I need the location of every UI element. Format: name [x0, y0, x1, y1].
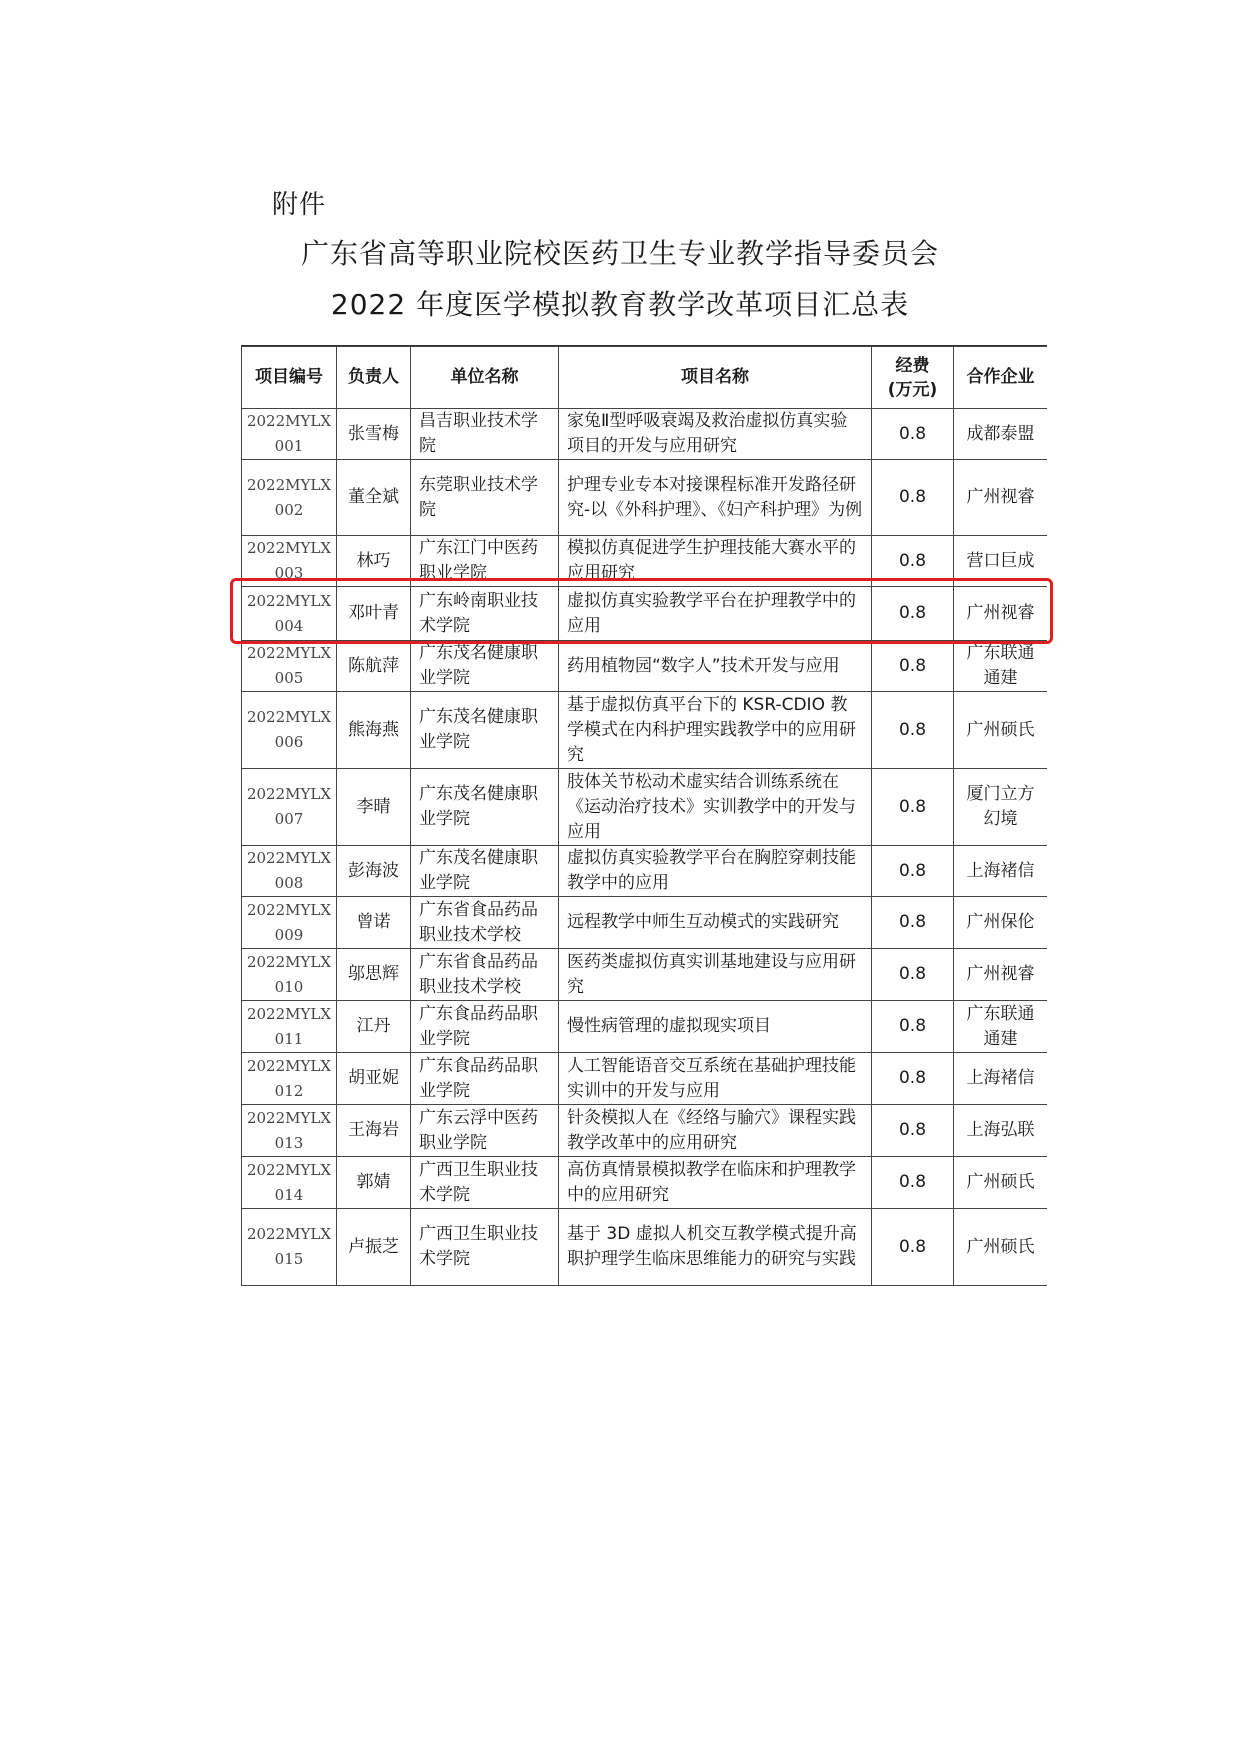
cell-project-name: 高仿真情景模拟教学在临床和护理教学中的应用研究	[559, 1157, 872, 1209]
cell-unit: 广西卫生职业技术学院	[411, 1157, 559, 1209]
cell-company: 广州硕氏	[954, 1209, 1048, 1286]
header-project: 项目名称	[559, 347, 872, 409]
cell-fund: 0.8	[872, 1053, 954, 1105]
project-summary-table	[241, 346, 1047, 1286]
cell-project-code	[242, 769, 337, 846]
project-code-prefix: 2022MYLX	[246, 900, 332, 919]
cell-project-name: 针灸模拟人在《经络与腧穴》课程实践教学改革中的应用研究	[559, 1105, 872, 1157]
project-code-prefix: 2022MYLX	[246, 644, 332, 662]
document-title-line1: 广东省高等职业院校医药卫生专业教学指导委员会	[300, 237, 939, 270]
table-row	[242, 460, 1048, 536]
cell-company: 上海褚信	[954, 846, 1048, 897]
header-person: 负责人	[337, 347, 411, 409]
table-row	[242, 1209, 1048, 1286]
cell-project-name: 虚拟仿真实验教学平台在胸腔穿刺技能教学中的应用	[559, 846, 872, 897]
table-row	[242, 949, 1048, 1001]
cell-fund: 0.8	[872, 692, 954, 769]
project-code-prefix: 2022MYLX	[246, 708, 332, 726]
project-code-prefix: 2022MYLX	[246, 475, 332, 494]
cell-person: 林巧	[337, 536, 411, 587]
cell-person: 卢振芝	[337, 1209, 411, 1286]
cell-unit: 东莞职业技术学院	[411, 460, 559, 536]
table-row	[242, 641, 1048, 692]
cell-company: 上海弘联	[954, 1105, 1048, 1157]
cell-unit: 广东茂名健康职业学院	[411, 692, 559, 769]
cell-unit: 广东茂名健康职业学院	[411, 641, 559, 692]
project-code-number: 005	[274, 669, 304, 687]
document-title-line2: 2022 年度医学模拟教育教学改革项目汇总表	[330, 288, 910, 321]
cell-unit: 广东省食品药品职业技术学校	[411, 949, 559, 1001]
header-fund	[872, 347, 954, 409]
cell-fund: 0.8	[872, 587, 954, 641]
project-code-prefix: 2022MYLX	[246, 952, 332, 971]
cell-company: 营口巨成	[954, 536, 1048, 587]
cell-person: 李晴	[337, 769, 411, 846]
cell-project-name: 基于虚拟仿真平台下的 KSR-CDIO 教学模式在内科护理实践教学中的应用研究	[559, 692, 872, 769]
cell-project-name: 基于 3D 虚拟人机交互教学模式提升高职护理学生临床思维能力的研究与实践	[559, 1209, 872, 1286]
attachment-label: 附件	[272, 190, 327, 220]
cell-person: 江丹	[337, 1001, 411, 1053]
cell-person: 彭海波	[337, 846, 411, 897]
cell-unit: 广西卫生职业技术学院	[411, 1209, 559, 1286]
table-row	[242, 1157, 1048, 1209]
cell-fund: 0.8	[872, 460, 954, 536]
project-code-prefix: 2022MYLX	[246, 1056, 332, 1075]
cell-project-code	[242, 1157, 337, 1209]
cell-unit: 广东云浮中医药职业学院	[411, 1105, 559, 1157]
cell-project-code	[242, 1105, 337, 1157]
cell-project-name: 药用植物园“数字人”技术开发与应用	[559, 641, 872, 692]
cell-project-code	[242, 1001, 337, 1053]
cell-fund: 0.8	[872, 641, 954, 692]
cell-company: 广州硕氏	[954, 692, 1048, 769]
table-row	[242, 1001, 1048, 1053]
cell-project-name: 肢体关节松动术虚实结合训练系统在《运动治疗技术》实训教学中的开发与应用	[559, 769, 872, 846]
cell-person: 王海岩	[337, 1105, 411, 1157]
project-code-prefix: 2022MYLX	[246, 1160, 332, 1179]
cell-unit: 广东茂名健康职业学院	[411, 769, 559, 846]
cell-fund: 0.8	[872, 1157, 954, 1209]
cell-project-code	[242, 897, 337, 949]
project-code-prefix: 2022MYLX	[246, 1225, 332, 1243]
project-code-prefix: 2022MYLX	[246, 785, 332, 803]
project-code-number: 008	[274, 874, 304, 892]
cell-person: 董全斌	[337, 460, 411, 536]
cell-fund: 0.8	[872, 409, 954, 460]
project-code-number: 001	[274, 437, 304, 455]
cell-unit: 广东省食品药品职业技术学校	[411, 897, 559, 949]
cell-company: 上海褚信	[954, 1053, 1048, 1105]
table-body	[242, 409, 1048, 1286]
cell-project-name: 家兔Ⅱ型呼吸衰竭及救治虚拟仿真实验项目的开发与应用研究	[559, 409, 872, 460]
project-code-prefix: 2022MYLX	[246, 539, 332, 557]
cell-fund: 0.8	[872, 846, 954, 897]
table-row	[242, 1105, 1048, 1157]
project-summary-table-container	[241, 345, 1047, 1299]
project-code-number: 011	[274, 1029, 304, 1048]
cell-unit: 广东江门中医药职业学院	[411, 536, 559, 587]
cell-person: 邬思辉	[337, 949, 411, 1001]
cell-company: 广州硕氏	[954, 1157, 1048, 1209]
cell-project-name: 人工智能语音交互系统在基础护理技能实训中的开发与应用	[559, 1053, 872, 1105]
project-code-number: 010	[274, 977, 304, 996]
cell-unit: 广东食品药品职业学院	[411, 1001, 559, 1053]
table-row	[242, 409, 1048, 460]
project-code-number: 009	[274, 925, 304, 944]
cell-fund: 0.8	[872, 1105, 954, 1157]
cell-person: 曾诺	[337, 897, 411, 949]
project-code-prefix: 2022MYLX	[246, 1108, 332, 1127]
cell-company: 广州视睿	[954, 949, 1048, 1001]
cell-fund: 0.8	[872, 536, 954, 587]
project-code-number: 015	[274, 1250, 304, 1268]
cell-project-code	[242, 1053, 337, 1105]
project-code-number: 013	[274, 1133, 304, 1152]
project-code-prefix: 2022MYLX	[246, 849, 332, 867]
cell-company: 广东联通通建	[954, 1001, 1048, 1053]
project-code-number: 004	[274, 616, 304, 635]
project-code-number: 002	[274, 500, 304, 519]
cell-unit: 广东岭南职业技术学院	[411, 587, 559, 641]
cell-company: 成都泰盟	[954, 409, 1048, 460]
project-code-number: 003	[274, 564, 304, 582]
cell-project-code	[242, 409, 337, 460]
cell-person: 陈航萍	[337, 641, 411, 692]
project-code-number: 007	[274, 810, 304, 828]
cell-fund: 0.8	[872, 1209, 954, 1286]
cell-person: 邓叶青	[337, 587, 411, 641]
project-code-prefix: 2022MYLX	[246, 591, 332, 610]
header-unit: 单位名称	[411, 347, 559, 409]
cell-project-code	[242, 846, 337, 897]
cell-fund: 0.8	[872, 897, 954, 949]
table-row	[242, 769, 1048, 846]
cell-project-name: 模拟仿真促进学生护理技能大赛水平的应用研究	[559, 536, 872, 587]
header-fund-line2: (万元)	[887, 379, 938, 400]
cell-project-name: 虚拟仿真实验教学平台在护理教学中的应用	[559, 587, 872, 641]
cell-project-code	[242, 692, 337, 769]
cell-unit: 广东茂名健康职业学院	[411, 846, 559, 897]
cell-project-name: 护理专业专本对接课程标准开发路径研究-以《外科护理》、《妇产科护理》为例	[559, 460, 872, 536]
project-code-number: 006	[274, 733, 304, 751]
cell-project-code	[242, 1209, 337, 1286]
cell-unit: 昌吉职业技术学院	[411, 409, 559, 460]
header-company: 合作企业	[954, 347, 1048, 409]
header-fund-line1: 经费	[895, 355, 930, 376]
project-code-prefix: 2022MYLX	[246, 1004, 332, 1023]
cell-fund: 0.8	[872, 949, 954, 1001]
cell-company: 广州保伦	[954, 897, 1048, 949]
cell-company: 广东联通通建	[954, 641, 1048, 692]
table-row	[242, 897, 1048, 949]
table-row	[242, 1053, 1048, 1105]
project-code-prefix: 2022MYLX	[246, 412, 332, 430]
project-code-number: 014	[274, 1185, 304, 1204]
cell-project-name: 远程教学中师生互动模式的实践研究	[559, 897, 872, 949]
highlight-box	[230, 578, 1053, 644]
cell-project-code	[242, 949, 337, 1001]
cell-fund: 0.8	[872, 769, 954, 846]
table-header-row	[242, 347, 1048, 409]
cell-company: 广州视睿	[954, 460, 1048, 536]
cell-person: 胡亚妮	[337, 1053, 411, 1105]
cell-person: 熊海燕	[337, 692, 411, 769]
cell-company: 厦门立方幻境	[954, 769, 1048, 846]
cell-person: 张雪梅	[337, 409, 411, 460]
cell-fund: 0.8	[872, 1001, 954, 1053]
table-row	[242, 692, 1048, 769]
cell-project-name: 医药类虚拟仿真实训基地建设与应用研究	[559, 949, 872, 1001]
cell-company: 广州视睿	[954, 587, 1048, 641]
cell-person: 郭婧	[337, 1157, 411, 1209]
table-row	[242, 846, 1048, 897]
project-code-number: 012	[274, 1081, 304, 1100]
cell-project-name: 慢性病管理的虚拟现实项目	[559, 1001, 872, 1053]
header-code: 项目编号	[242, 347, 337, 409]
cell-project-code	[242, 641, 337, 692]
cell-unit: 广东食品药品职业学院	[411, 1053, 559, 1105]
cell-project-code	[242, 460, 337, 536]
